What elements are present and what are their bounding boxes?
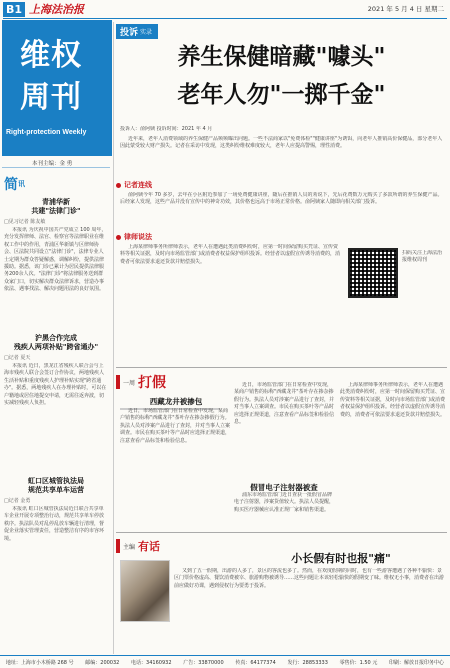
qr-code[interactable] <box>348 248 398 298</box>
brief-text: 本报讯 近日，黑龙江省残疾人联合会与上海市残疾人联合会签订合作协议，两地残疾人生活补贴和重度残疾人护理补贴实现"跨省通办"。据悉，两地残疾人在办理补贴时，可以在户籍地或居住地提交申请，无需往返奔波，切实减轻残疾人负担。 <box>4 363 107 407</box>
brief-byline: □见习记者 陈友敏 <box>4 219 46 225</box>
brand-english: Right-protection Weekly <box>6 129 87 136</box>
brief-text: 本报讯 虹口区城管执法局近日联合共享单车企业开展专项整治行动，规范共享单车停放秩序。执法队员对乱停乱放车辆进行清理，督促企业落实管理责任，营造整洁有序的市容环境。 <box>4 506 105 542</box>
page-code: B1 <box>3 2 25 17</box>
brief-title[interactable]: 虹口区城管执法局 规范共享单车运营 <box>28 477 84 494</box>
column-text: 又到了五一假期，出游的人多了，景区的客流也多了。然而，在欢度假期的同时，也有一些游客遭遇了各种不愉快：景区门票价格虚高、餐饮消费被宰、旅游购物被诱导……这些问题让本该轻松愉快的假期变了味。维权无小事，消费者在出游前应做好功课，遇到侵权行为要勇于投诉。 <box>174 568 445 589</box>
section-head-reporter <box>116 180 152 190</box>
brief-item <box>4 198 108 330</box>
brief-byline: □记者 夏天 <box>4 355 31 361</box>
tag-bar <box>116 375 120 389</box>
headline-line1[interactable]: 养生保健暗藏"噱头" <box>177 44 386 70</box>
complaint-tag <box>116 20 158 39</box>
author-photo <box>120 560 170 622</box>
section-rule <box>116 367 447 368</box>
left-column <box>0 20 112 654</box>
complaint-tag-text: 投诉 <box>120 28 139 38</box>
main-area <box>116 20 447 654</box>
brand-title-line2: 周刊 <box>20 80 82 115</box>
anti-fake-text3: 上海某律师事务所律师表示，老年人在遭遇此类消费纠纷时，应第一时间保留购买凭证、宣传资料等相关证据，及时向市场监管部门或消费者权益保护组织投诉。经营者以虚假宣传诱导消费的，消费者可依法要求退还货款并赔偿损失。 <box>340 382 446 418</box>
article-byline: 投诉人：俞阿姨 投诉时间：2021 年 4 月 <box>120 126 213 132</box>
footer-phone: 电话：34160932 <box>131 659 172 666</box>
brief-title[interactable]: 沪黑合作完成 残疾人两项补贴"跨省通办" <box>13 334 99 351</box>
brief-byline: □记者 金勇 <box>4 498 31 504</box>
page-footer <box>0 655 450 668</box>
anti-fake-tag-big: 打假 <box>138 375 167 391</box>
column-tag-small: 主编 <box>123 543 136 551</box>
header-rule <box>3 18 447 19</box>
anti-fake-text1: 近日，市场监管部门在日常检查中发现，某商户销售的标称"西藏龙井"茶叶存在掺杂掺假行为。执法人员对涉案产品进行了查封，并对当事人立案调查。市民在购买茶叶等产品时应选择正规渠道，注意查看产品标签和检验信息。 <box>120 408 230 444</box>
page-header <box>0 0 450 18</box>
brief-item <box>4 334 108 473</box>
headline-line2[interactable]: 老年人勿"一掷千金" <box>177 82 386 108</box>
column-title[interactable]: 小长假有时也报"痛" <box>291 552 391 565</box>
anti-fake-text-cont: 近日，市场监管部门在日常检查中发现，某商户销售的标称"西藏龙井"茶叶存在掺杂掺假行为。执法人员对涉案产品进行了查封，并对当事人立案调查。市民在购买茶叶等产品时应选择正规渠道，注意查看产品标签和检验信息。 <box>234 382 334 426</box>
anti-fake-tag-small: 一周 <box>123 379 136 387</box>
lawyer-text: 上海某律师事务所律师表示，老年人在遭遇此类消费纠纷时，应第一时间保留购买凭证、宣传资料等相关证据，及时向市场监管部门或消费者权益保护组织投诉。经营者以虚假宣传诱导消费的，消费者可依法要求退还货款并赔偿损失。 <box>120 244 340 265</box>
column-divider <box>113 22 114 654</box>
section-rule <box>116 532 447 533</box>
complaint-tag-sub: 实录 <box>140 29 153 36</box>
complaint-tag-label <box>116 24 158 39</box>
footer-printer: 印刷：解放日报印务中心 <box>389 659 445 666</box>
column-tag <box>116 538 160 554</box>
brief-title[interactable]: 青浦华新 共建"法律门诊" <box>31 198 81 215</box>
issue-date: 2021 年 5 月 4 日 星期二 <box>367 5 444 13</box>
anti-fake-title2[interactable]: 假冒电子注射器被查 <box>250 483 318 492</box>
qr-caption: 扫码关注上海法治报维权周刊 <box>402 250 443 264</box>
section-head-lawyer <box>116 232 152 242</box>
tag-bar <box>116 539 120 553</box>
anti-fake-text2: 浦东市场监管部门近日查获一批假冒品牌电子注射器，涉案货值较大。执法人员提醒，购买医疗器械应认准正规厂家和销售渠道。 <box>234 492 334 513</box>
brief-heading-big: 简 <box>4 177 18 193</box>
footer-fax: 传真：64177374 <box>235 659 276 666</box>
anti-fake-tag <box>116 372 166 392</box>
footer-ads: 广告：33870000 <box>183 659 224 666</box>
brief-heading-small: 讯 <box>18 180 25 188</box>
footer-price: 零售价：1.50 元 <box>339 659 378 666</box>
brief-item <box>4 477 108 566</box>
section-brand <box>2 20 112 156</box>
bullet-icon <box>116 235 121 240</box>
footer-distribution: 发行：28853333 <box>287 659 328 666</box>
brief-heading <box>4 174 112 194</box>
article-intro: 近年来，老年人消费领域的养生保健产品频频曝出问题。一些不法商家以"免费体检""健康讲座"为诱饵，向老年人推销高价保健品，部分老年人因此蒙受较大财产损失。记者在采访中发现，这类纠纷维权难度较大，老年人应提高警惕，理性消费。 <box>120 136 443 150</box>
footer-address: 地址：上海市小木桥路 268 号 <box>5 659 74 666</box>
editor-credit: 本刊主编：金 勇 <box>2 156 110 168</box>
section-head-reporter-label: 记者连线 <box>124 181 152 189</box>
brand-title-line1: 维权 <box>20 38 82 73</box>
bullet-icon <box>116 183 121 188</box>
anti-fake-title1[interactable]: 西藏龙井被掺包 <box>149 397 203 406</box>
footer-postcode: 邮编：200032 <box>85 659 120 666</box>
reporter-text: 俞阿姨今年 70 多岁，去年在小区附近参加了一场免费健康讲座，随后在推销人员的劝说下，先后花费数万元购买了多款所谓的养生保健产品。后经家人发现，这些产品并没有宣传中的神奇功效，其价格也远高于市场正常价格。俞阿姨家人随即向相关部门投诉。 <box>120 192 443 206</box>
brief-text: 本报讯 为庆祝中国共产党成立 100 周年，充分发挥律师、法官、检察官等法律职业在维权工作中的作用，青浦区华新镇与区律师协会、区法院共同设立"法律门诊"，法律专业人士定期为群众答疑解惑，调解纠纷，提供法律援助。据悉，该门诊已累计为居民提供法律服务200余人次。"法律门诊"将法律服务送到群众家门口，切实解决群众法律诉求，营造办事依法、遇事找法、解决问题用法的良好氛围。 <box>4 227 107 293</box>
masthead: 上海法治报 <box>29 3 85 16</box>
column-tag-big: 有话 <box>138 540 161 553</box>
section-head-lawyer-label: 律师说法 <box>124 233 152 241</box>
